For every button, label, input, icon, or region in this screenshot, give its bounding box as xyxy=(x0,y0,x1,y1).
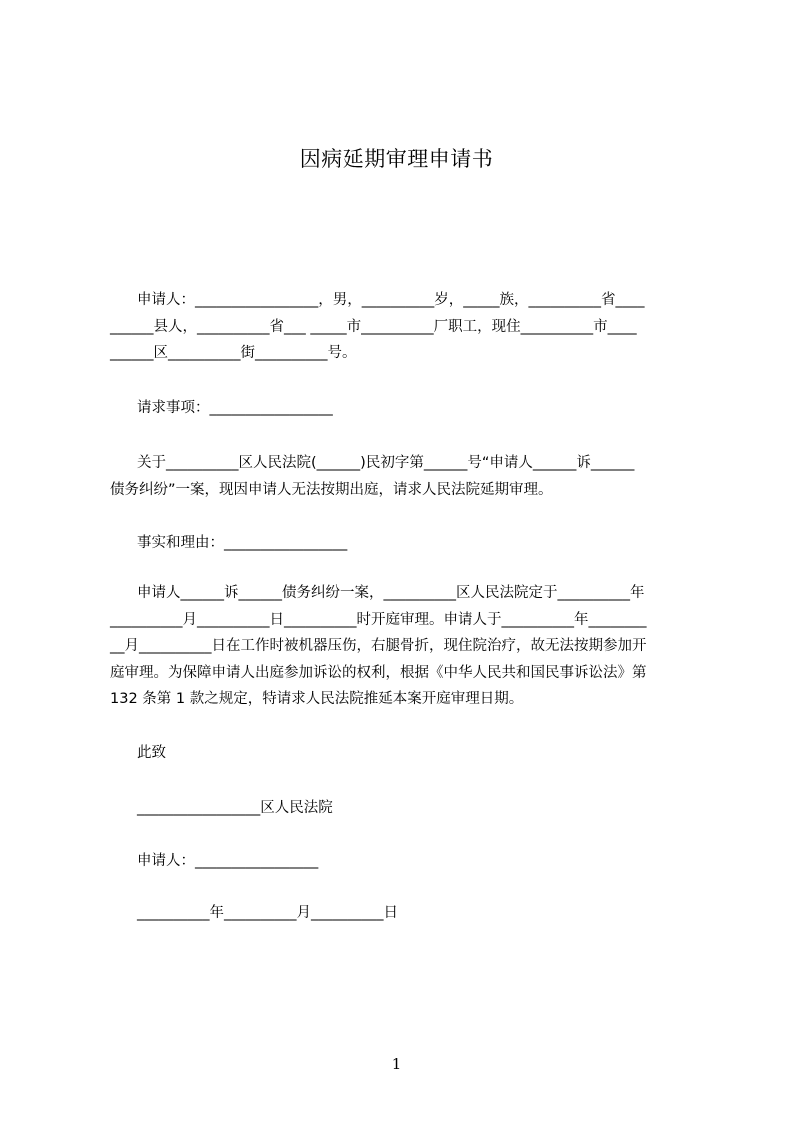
request-body-line-2: 债务纠纷”一案，现因申请人无法按期出庭，请求人民法院延期审理。 xyxy=(110,481,553,498)
request-body-paragraph xyxy=(110,450,710,503)
request-body-line-1: 关于__________区人民法院(______)民初字第______号“申请人______诉______ xyxy=(137,455,635,471)
applicant-signature-line: 申请人：_________________ xyxy=(137,853,319,869)
applicant-info-paragraph xyxy=(110,287,710,367)
facts-body-line-4: 庭审理。为保障申请人出庭参加诉讼的权利，根据《中华人民共和国民事诉讼法》第 xyxy=(110,664,647,681)
applicant-info-line-2: ______县人，__________省___ _____市__________厂职工，现住__________市____ xyxy=(110,318,637,335)
page-number: 1 xyxy=(391,1055,402,1073)
facts-body-line-2: __________月__________日__________时开庭审理。申请人于__________年________ xyxy=(110,611,647,628)
facts-body-line-5: 132 条第 1 款之规定，特请求人民法院推延本案开庭审理日期。 xyxy=(110,691,524,707)
facts-body-paragraph xyxy=(110,580,710,713)
request-items-heading: 请求事项：_________________ xyxy=(137,400,333,416)
court-name-line: _________________区人民法院 xyxy=(137,800,333,816)
facts-body-line-3: __月__________日在工作时被机器压伤，右腿骨折，现住院治疗，故无法按期参加开 xyxy=(110,638,647,654)
document-title: 因病延期审理申请书 xyxy=(299,147,494,171)
applicant-info-line-3: ______区__________街__________号。 xyxy=(110,345,357,361)
applicant-info-line-1: 申请人：_________________，男，__________岁，_____族，__________省____ xyxy=(137,292,645,308)
date-line: __________年__________月__________日 xyxy=(137,905,398,921)
facts-body-line-1: 申请人______诉______债务纠纷一案，__________区人民法院定于__________年 xyxy=(137,585,645,601)
closing-salutation: 此致 xyxy=(137,745,166,761)
facts-reasons-heading: 事实和理由：_________________ xyxy=(137,535,348,551)
